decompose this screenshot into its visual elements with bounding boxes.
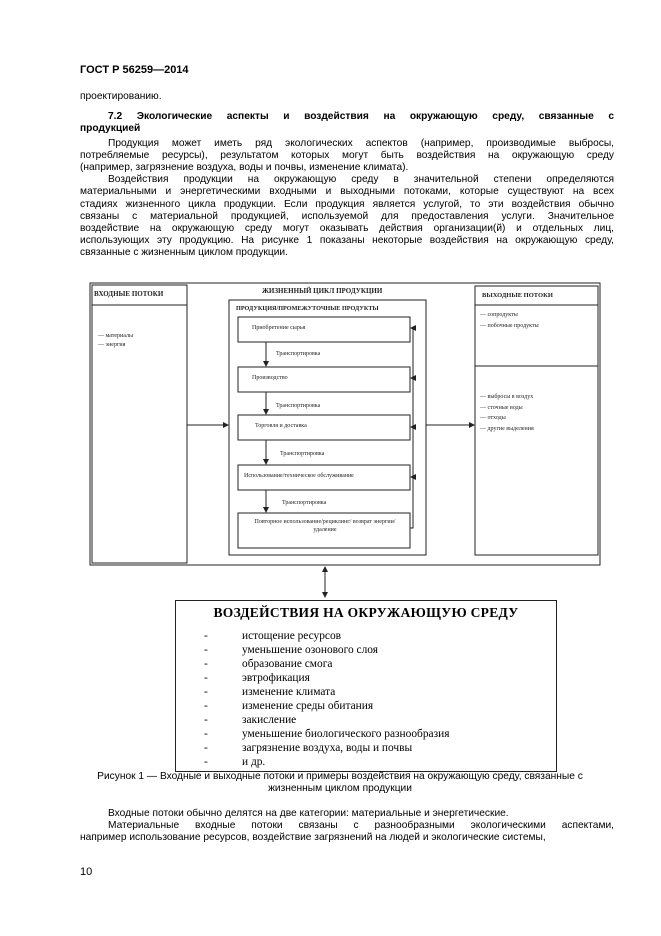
output-item: — другие выделения (480, 426, 534, 432)
text-line: использующих эту продукцию. На рисунке 1 показаны некоторые воздействия на окружающую среду, (80, 234, 614, 246)
section-heading: 7.2 Экологические аспекты и воздействия на окружающую среду, связанные с (108, 111, 614, 122)
impact-item: - истощение ресурсов (204, 630, 342, 642)
page-number: 10 (80, 866, 93, 878)
figure-caption (60, 771, 620, 795)
text-line: Продукция может иметь ряд экологических аспектов (например, производимые выбросы, (108, 138, 614, 149)
text-line: например использование ресурсов, воздействие загрязнений на людей и экологические системы, (80, 832, 546, 844)
stage-label: Повторное использование/рециклинг/ возврат энергии/удаление (254, 519, 396, 533)
impact-item: - загрязнение воздуха, воды и почвы (204, 742, 413, 754)
input-item: — энергия (98, 342, 126, 348)
impact-item: - уменьшение озонового слоя (204, 644, 379, 656)
lifecycle-subtitle: ПРОДУКЦИЯ/ПРОМЕЖУТОЧНЫЕ ПРОДУКТЫ (236, 305, 379, 312)
stage-label: Производство (252, 375, 288, 381)
stage-label: Использование/техническое обслуживание (244, 473, 354, 479)
impacts-title: ВОЗДЕЙСТВИЯ НА ОКРУЖАЮЩУЮ СРЕДУ (213, 605, 519, 620)
impact-item: - закисление (204, 714, 297, 726)
impact-item: - изменение среды обитания (204, 700, 374, 712)
text-line: Входные потоки обычно делятся на две категории: материальные и энергетические. (108, 808, 509, 819)
output-item: — выбросы в воздух (480, 394, 534, 400)
text-line: воздействие на окружающую среду могут оказывать действия организации(й) и отдельных лиц, (80, 222, 614, 234)
transport-label: Транспортировка (276, 403, 321, 409)
transport-label: Транспортировка (276, 351, 321, 357)
output-item: — сточные воды (480, 405, 523, 411)
text-line: проектированию. (80, 91, 162, 102)
transport-label: Транспортировка (280, 451, 325, 457)
inputs-title: ВХОДНЫЕ ПОТОКИ (94, 290, 164, 298)
impact-item: - изменение климата (204, 686, 336, 698)
transport-label: Транспортировка (282, 500, 327, 506)
stage-label: Приобретение сырья (252, 325, 306, 331)
impact-item: - эвтрофикация (204, 672, 310, 684)
outputs-title: ВЫХОДНЫЕ ПОТОКИ (482, 292, 553, 299)
caption-line: Рисунок 1 — Входные и выходные потоки и примеры воздействия на окружающую среду, связанные с (97, 771, 583, 782)
input-item: — материалы (98, 333, 134, 339)
text-line: стадиях жизненного цикла продукции. Если продукция является услугой, то эти воздействия обычно (80, 198, 614, 210)
impacts-box (175, 600, 557, 772)
lifecycle-title: ЖИЗНЕННЫЙ ЦИКЛ ПРОДУКЦИИ (262, 287, 383, 295)
impacts-list (204, 629, 449, 769)
text-line: потребляемые ресурсы), результатом которых могут быть воздействия на окружающую среду (80, 150, 614, 162)
text-line: связанные с жизненным циклом продукции. (80, 246, 288, 258)
text-line: Воздействия продукции на окружающую среду в значительной степени определяются (108, 174, 614, 186)
impact-item: - и др. (204, 756, 266, 768)
document-header: ГОСТ Р 56259—2014 (80, 64, 189, 76)
text-line: (например, загрязнение воздуха, воды и почвы, изменение климата). (80, 162, 409, 174)
caption-line: жизненным циклом продукции (268, 783, 412, 795)
stage-label: Торговля и доставка (255, 423, 307, 429)
text-line: Материальные входные потоки связаны с разнообразными экологическими аспектами, (108, 820, 614, 832)
section-heading-cont: продукцией (80, 123, 141, 134)
output-item: — отходы (480, 415, 506, 421)
text-line: связаны с материальной продукцией, используемой для предоставления услуги. Значительное (80, 210, 614, 222)
output-item: — побочные продукты (480, 323, 539, 329)
impact-item: - уменьшение биологического разнообразия (204, 728, 450, 740)
text-line: материальными и энергетическими входными и выходными потоками, которые существуют на всех (80, 186, 614, 198)
impact-item: - образование смога (204, 658, 333, 670)
output-item: — сопродукты (480, 312, 518, 318)
